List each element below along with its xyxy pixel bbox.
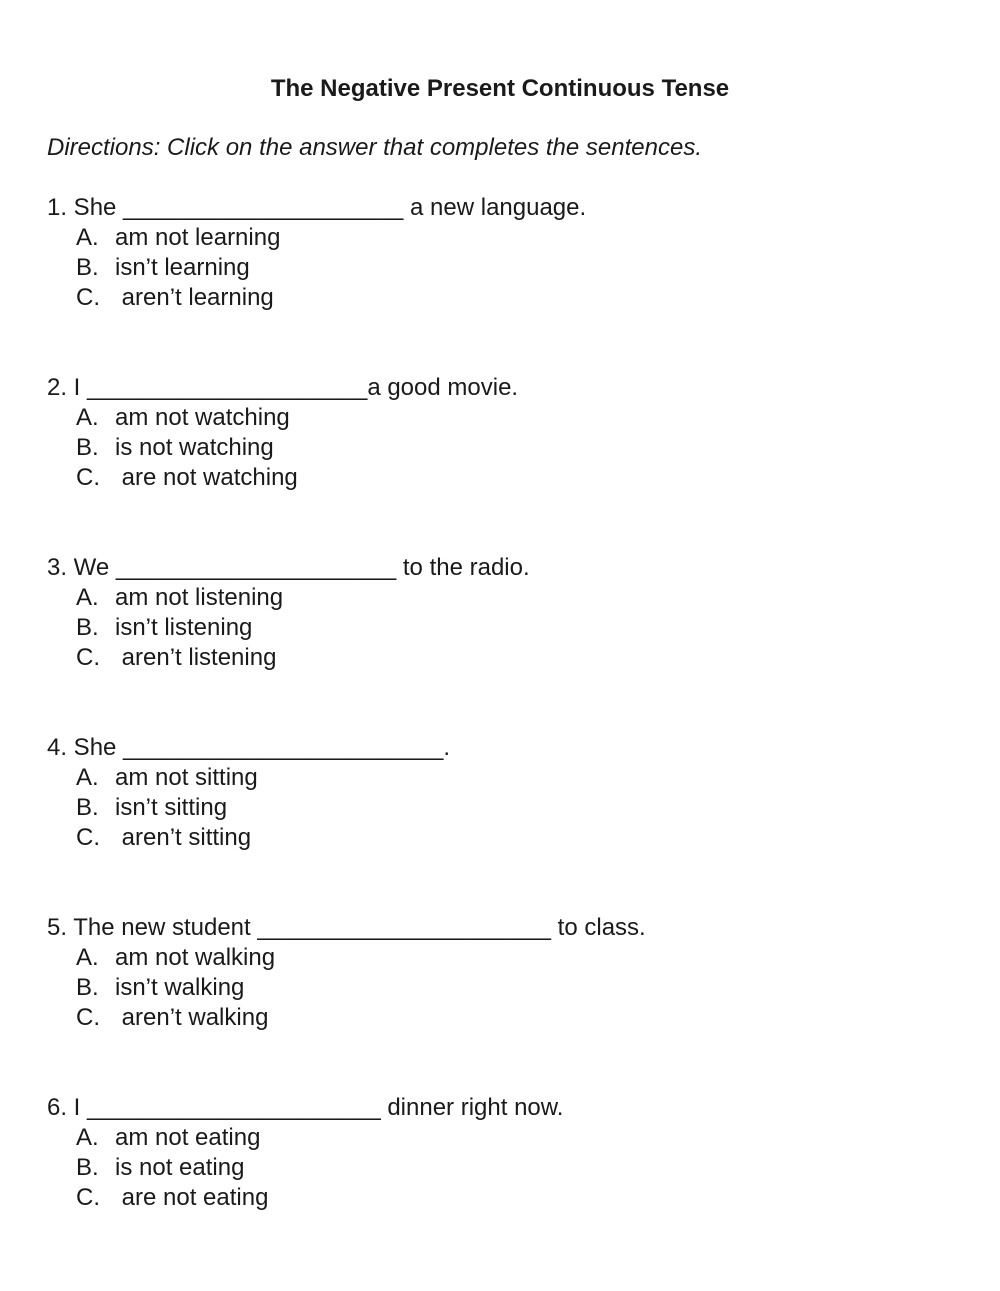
- option-letter: C.: [76, 1184, 100, 1211]
- question-3: [47, 553, 530, 673]
- option-text: aren’t learning: [115, 284, 274, 311]
- option-letter: A.: [76, 404, 99, 431]
- question-3-option-a[interactable]: [76, 583, 530, 613]
- option-text: am not learning: [115, 224, 281, 251]
- option-letter: B.: [76, 974, 99, 1001]
- option-text: aren’t listening: [115, 644, 277, 671]
- question-5-option-a[interactable]: [76, 943, 646, 973]
- question-1-option-a[interactable]: [76, 223, 586, 253]
- option-text: aren’t walking: [115, 1004, 269, 1031]
- question-3-option-b[interactable]: [76, 613, 530, 643]
- option-text: am not eating: [115, 1124, 261, 1151]
- option-letter: A.: [76, 764, 99, 791]
- option-letter: A.: [76, 584, 99, 611]
- option-text: is not watching: [115, 434, 274, 461]
- question-1-option-b[interactable]: [76, 253, 586, 283]
- question-2: [47, 373, 518, 493]
- question-1-option-c[interactable]: [76, 283, 586, 313]
- question-6-option-a[interactable]: [76, 1123, 563, 1153]
- option-letter: B.: [76, 794, 99, 821]
- option-text: isn’t learning: [115, 254, 250, 281]
- question-6-option-c[interactable]: [76, 1183, 563, 1213]
- directions-text: Directions: Click on the answer that completes the sentences.: [47, 134, 702, 161]
- question-6-stem: 6. I ______________________ dinner right now.: [47, 1094, 564, 1121]
- option-letter: C.: [76, 284, 100, 311]
- option-text: am not watching: [115, 404, 290, 431]
- option-text: isn’t sitting: [115, 794, 228, 821]
- question-4: [47, 733, 450, 853]
- option-letter: B.: [76, 1154, 99, 1181]
- option-letter: B.: [76, 254, 99, 281]
- option-text: are not watching: [115, 464, 298, 491]
- option-letter: A.: [76, 944, 99, 971]
- option-letter: C.: [76, 644, 100, 671]
- question-5-option-c[interactable]: [76, 1003, 646, 1033]
- question-3-option-c[interactable]: [76, 643, 530, 673]
- option-letter: A.: [76, 1124, 99, 1151]
- question-6: [47, 1093, 563, 1213]
- question-5-option-b[interactable]: [76, 973, 646, 1003]
- question-4-option-a[interactable]: [76, 763, 450, 793]
- option-text: are not eating: [115, 1184, 269, 1211]
- question-2-option-c[interactable]: [76, 463, 518, 493]
- worksheet-title: The Negative Present Continuous Tense: [270, 75, 730, 102]
- option-text: is not eating: [115, 1154, 245, 1181]
- question-4-stem: 4. She ________________________.: [47, 734, 451, 761]
- option-text: am not sitting: [115, 764, 258, 791]
- option-text: am not listening: [115, 584, 284, 611]
- question-1-stem: 1. She _____________________ a new language.: [47, 194, 587, 221]
- option-letter: B.: [76, 614, 99, 641]
- option-letter: A.: [76, 224, 99, 251]
- option-text: isn’t listening: [115, 614, 253, 641]
- option-text: am not walking: [115, 944, 276, 971]
- question-5-stem: 5. The new student ______________________ to class.: [47, 914, 646, 941]
- question-1: [47, 193, 586, 313]
- option-letter: C.: [76, 1004, 100, 1031]
- option-letter: B.: [76, 434, 99, 461]
- question-5: [47, 913, 646, 1033]
- question-2-option-a[interactable]: [76, 403, 518, 433]
- question-3-stem: 3. We _____________________ to the radio.: [47, 554, 530, 581]
- question-4-option-c[interactable]: [76, 823, 450, 853]
- option-letter: C.: [76, 464, 100, 491]
- option-text: aren’t sitting: [115, 824, 252, 851]
- question-4-option-b[interactable]: [76, 793, 450, 823]
- question-6-option-b[interactable]: [76, 1153, 563, 1183]
- question-2-stem: 2. I _____________________a good movie.: [47, 374, 519, 401]
- question-2-option-b[interactable]: [76, 433, 518, 463]
- option-text: isn’t walking: [115, 974, 245, 1001]
- option-letter: C.: [76, 824, 100, 851]
